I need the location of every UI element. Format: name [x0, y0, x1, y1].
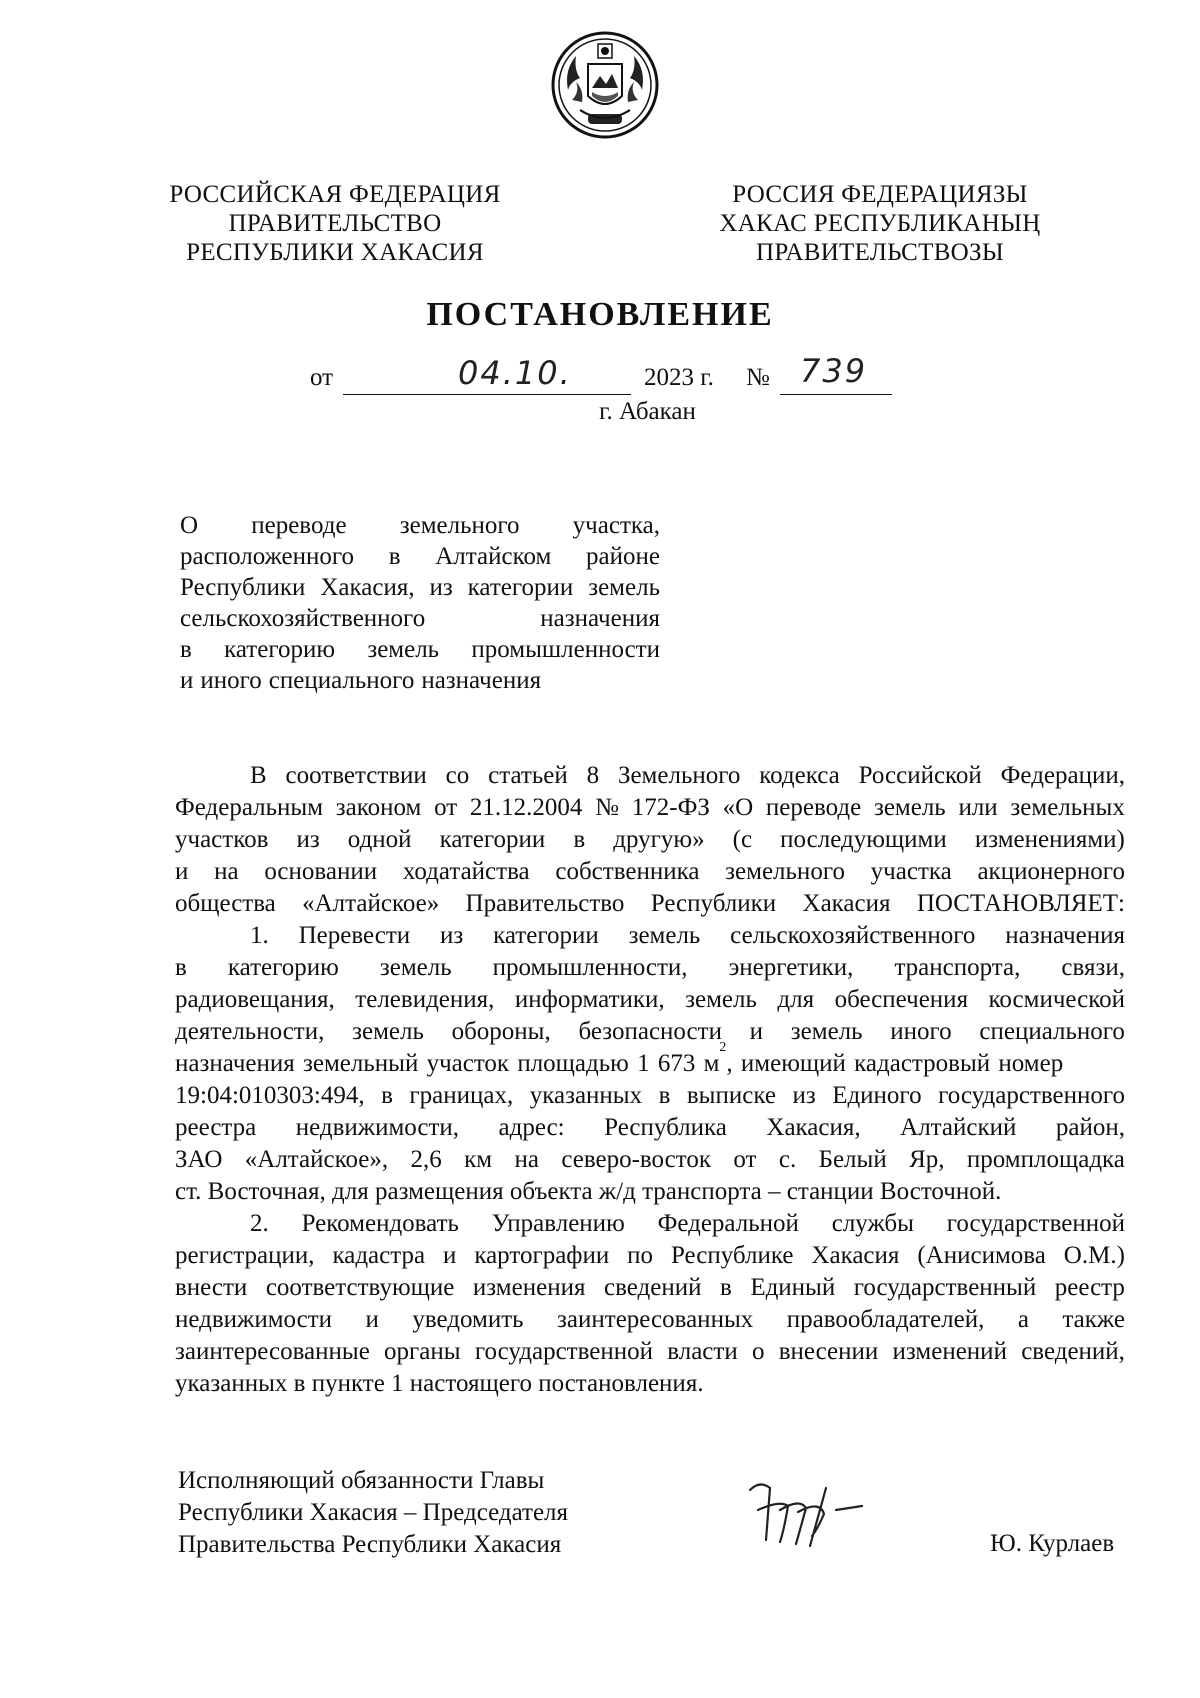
word: в — [719, 1274, 732, 1301]
word: обеспечения — [834, 986, 969, 1013]
word: район, — [1055, 1114, 1125, 1141]
signatory-position — [178, 1465, 568, 1561]
word: Федеральным — [175, 794, 324, 821]
header-right-line: РОССИЯ ФЕДЕРАЦИЯЗЫ — [732, 181, 1028, 208]
word: В — [250, 762, 267, 789]
word: на — [214, 858, 239, 885]
word: «О — [722, 794, 754, 821]
word: недвижимости — [175, 1306, 333, 1333]
word: участков — [175, 826, 269, 853]
word: акционерного — [977, 858, 1125, 885]
word: внесении — [778, 1338, 879, 1365]
word: специального — [979, 1018, 1125, 1045]
word: статьей — [488, 762, 568, 789]
word: участка — [870, 858, 952, 885]
subject-line: О переводе земельного участка, — [180, 512, 660, 539]
word: в — [175, 954, 187, 981]
header-left-russian — [135, 180, 535, 267]
body-line — [175, 888, 1125, 920]
word: Земельного — [617, 762, 741, 789]
body-line — [175, 1336, 1125, 1368]
word: с. — [778, 1146, 797, 1173]
word: Республика — [604, 1114, 727, 1141]
subject-line: расположенного в Алтайском районе — [180, 543, 660, 570]
number-underline — [780, 394, 892, 395]
position-line: Исполняющий обязанности Главы — [178, 1467, 545, 1494]
word: государственной — [474, 1338, 654, 1365]
word: в — [381, 1082, 393, 1109]
word: заинтересованные — [175, 1338, 370, 1365]
word: 1. — [250, 922, 269, 949]
word: обороны, — [451, 1018, 551, 1045]
word: изменения — [472, 1274, 586, 1301]
word: (с — [732, 826, 753, 853]
word: адрес: — [498, 1114, 565, 1141]
word: выписке — [686, 1082, 776, 1109]
body-line — [175, 1080, 1125, 1112]
word: Хакасия — [802, 890, 891, 917]
position-line: Правительства Республики Хакасия — [178, 1531, 562, 1558]
city-label: г. Абакан — [599, 398, 696, 425]
header-left-line: ПРАВИТЕЛЬСТВО — [228, 210, 442, 237]
word: земель — [685, 986, 757, 1013]
word: деятельности, — [175, 1018, 325, 1045]
subject-line: в категорию земель промышленности — [180, 636, 660, 663]
word: назначения — [1005, 922, 1125, 949]
word: энергетики, — [728, 954, 854, 981]
word: одной — [347, 826, 412, 853]
header-right-khakas — [680, 180, 1080, 267]
word: органы — [384, 1338, 461, 1365]
word: информатики, — [514, 986, 665, 1013]
word: № — [595, 794, 620, 821]
word: законом — [335, 794, 422, 821]
word: из — [439, 922, 464, 949]
body-line — [175, 792, 1125, 824]
word: Рекомендовать — [301, 1210, 459, 1237]
word: 8 — [586, 762, 600, 789]
word: сведений — [603, 1274, 702, 1301]
word: от — [434, 794, 458, 821]
word: также — [1062, 1306, 1125, 1333]
word: соответствии — [285, 762, 427, 789]
year-label: 2023 г. — [644, 364, 714, 391]
word: промплощадка — [966, 1146, 1125, 1173]
word: общества — [175, 890, 276, 917]
word: земель — [873, 794, 946, 821]
word: 2,6 — [410, 1146, 442, 1173]
word: телевидения, — [355, 986, 495, 1013]
word: Правительство — [465, 890, 625, 917]
word: из — [792, 1082, 816, 1109]
body-line-area — [175, 1040, 1125, 1080]
word: О.М.) — [1063, 1242, 1125, 1269]
date-underline — [343, 394, 631, 395]
handwritten-number: 739 — [800, 352, 868, 390]
body-line — [175, 920, 1125, 952]
word: указанных — [529, 1082, 643, 1109]
body-line — [175, 1272, 1125, 1304]
area-superscript: 2 — [719, 1040, 727, 1055]
word: и — [749, 1018, 764, 1045]
word: земель — [379, 954, 452, 981]
subject-line: сельскохозяйственного назначения — [180, 605, 660, 632]
number-prefix: № — [746, 364, 770, 391]
word: основании — [264, 858, 378, 885]
word: 19:04:010303:494, — [175, 1082, 365, 1109]
word: недвижимости, — [295, 1114, 460, 1141]
word: промышленности, — [492, 954, 688, 981]
word: иного — [890, 1018, 952, 1045]
word: Российской — [858, 762, 982, 789]
word: радиовещания, — [175, 986, 335, 1013]
body-line — [175, 1144, 1125, 1176]
word: и — [365, 1306, 379, 1333]
word: 21.12.2004 — [469, 794, 583, 821]
word: государственного — [938, 1082, 1125, 1109]
word: (Анисимова — [917, 1242, 1046, 1269]
word: 172-ФЗ — [631, 794, 710, 821]
document-subject — [180, 510, 660, 696]
word: государственный — [853, 1274, 1037, 1301]
word: сведений, — [1021, 1338, 1125, 1365]
word: кадастра — [332, 1242, 426, 1269]
word: государственной — [946, 1210, 1125, 1237]
header-left-line: РОССИЙСКАЯ ФЕДЕРАЦИЯ — [169, 181, 501, 208]
word: земельного — [725, 858, 845, 885]
word: из — [296, 826, 320, 853]
word: картографии — [474, 1242, 610, 1269]
word: связи, — [1061, 954, 1125, 981]
document-title: ПОСТАНОВЛЕНИЕ — [426, 296, 774, 333]
word: переводе — [765, 794, 862, 821]
body-line: ст. Восточная, для размещения объекта ж/д транспорта – станции Восточной. — [175, 1178, 1002, 1205]
word: а — [1017, 1306, 1029, 1333]
word: транспорта, — [894, 954, 1021, 981]
body-line — [175, 1112, 1125, 1144]
word: категории — [439, 826, 546, 853]
word: Алтайский — [900, 1114, 1017, 1141]
handwritten-signature — [740, 1470, 890, 1550]
subject-line: Республики Хакасия, из категории земель — [180, 574, 660, 601]
word: северо-восток — [561, 1146, 711, 1173]
word: сельскохозяйственного — [730, 922, 976, 949]
word: ходатайства — [402, 858, 530, 885]
word: уведомить — [412, 1306, 524, 1333]
area-text-rest: , имеющий кадастровый номер — [726, 1050, 1064, 1077]
date-prefix: от — [310, 364, 334, 391]
word: ЗАО — [175, 1146, 223, 1173]
word: безопасности — [578, 1018, 722, 1045]
word: службы — [831, 1210, 914, 1237]
word: космической — [988, 986, 1125, 1013]
word: 2. — [250, 1210, 269, 1237]
header-right-line: ПРАВИТЕЛЬСТВОЗЫ — [756, 239, 1004, 266]
word: Хакасия, — [766, 1114, 861, 1141]
word: на — [514, 1146, 539, 1173]
word: земельных — [1010, 794, 1125, 821]
body-line: указанных в пункте 1 настоящего постановления. — [175, 1370, 704, 1397]
word: Федеральной — [657, 1210, 799, 1237]
word: реестра — [175, 1114, 257, 1141]
body-line — [175, 760, 1125, 792]
word: последующими — [780, 826, 947, 853]
word: Федерации, — [1000, 762, 1125, 789]
word: кодекса — [759, 762, 840, 789]
date-number-line — [0, 352, 1200, 396]
word: км — [464, 1146, 493, 1173]
body-line — [175, 1240, 1125, 1272]
word: реестр — [1054, 1274, 1125, 1301]
word: или — [958, 794, 998, 821]
body-line — [175, 1208, 1125, 1240]
word: «Алтайское», — [244, 1146, 389, 1173]
subject-line: и иного специального назначения — [180, 667, 542, 694]
coat-of-arms-icon — [550, 30, 660, 140]
signatory-name: Ю. Курлаев — [990, 1530, 1115, 1557]
word: категорию — [227, 954, 339, 981]
word: «Алтайское» — [302, 890, 440, 917]
word: собственника — [555, 858, 700, 885]
word: изменений — [892, 1338, 1007, 1365]
word: Хакасия — [811, 1242, 900, 1269]
word: правообладателей, — [786, 1306, 985, 1333]
body-line — [175, 1016, 1125, 1048]
word: Белый — [818, 1146, 887, 1173]
word: границах, — [409, 1082, 514, 1109]
body-line — [175, 824, 1125, 856]
word: со — [445, 762, 470, 789]
word: соответствующие — [265, 1274, 455, 1301]
word: в — [658, 1082, 671, 1109]
word: Республике — [670, 1242, 794, 1269]
word: земель — [352, 1018, 424, 1045]
word: изменениями) — [974, 826, 1125, 853]
word: от — [733, 1146, 757, 1173]
word: в — [573, 826, 586, 853]
area-text: назначения земельный участок площадью 1 673 м — [175, 1050, 720, 1077]
word: власти — [667, 1338, 738, 1365]
word: для — [777, 986, 815, 1013]
body-line — [175, 952, 1125, 984]
word: о — [751, 1338, 765, 1365]
header-left-line: РЕСПУБЛИКИ ХАКАСИЯ — [186, 239, 484, 266]
word: Перевести — [298, 922, 411, 949]
word: земель — [790, 1018, 863, 1045]
word: и — [175, 858, 189, 885]
word: и — [443, 1242, 457, 1269]
word: Яр, — [909, 1146, 945, 1173]
header-right-line: ХАКАС РЕСПУБЛИКАНЫҢ — [719, 210, 1041, 237]
word: Республики — [650, 890, 777, 917]
document-body — [175, 760, 1125, 1400]
word: другую» — [613, 826, 705, 853]
word: Управлению — [491, 1210, 625, 1237]
word: Единый — [750, 1274, 836, 1301]
body-line — [175, 1304, 1125, 1336]
word: категории — [493, 922, 599, 949]
handwritten-date: 04.10. — [458, 354, 572, 392]
word: заинтересованных — [557, 1306, 754, 1333]
word: регистрации, — [175, 1242, 315, 1269]
word: Единого — [832, 1082, 922, 1109]
body-line — [175, 984, 1125, 1016]
word: по — [627, 1242, 654, 1269]
word: земель — [628, 922, 701, 949]
position-line: Республики Хакасия – Председателя — [178, 1499, 569, 1526]
word: ПОСТАНОВЛЯЕТ: — [916, 890, 1125, 917]
body-line — [175, 856, 1125, 888]
word: внести — [175, 1274, 248, 1301]
